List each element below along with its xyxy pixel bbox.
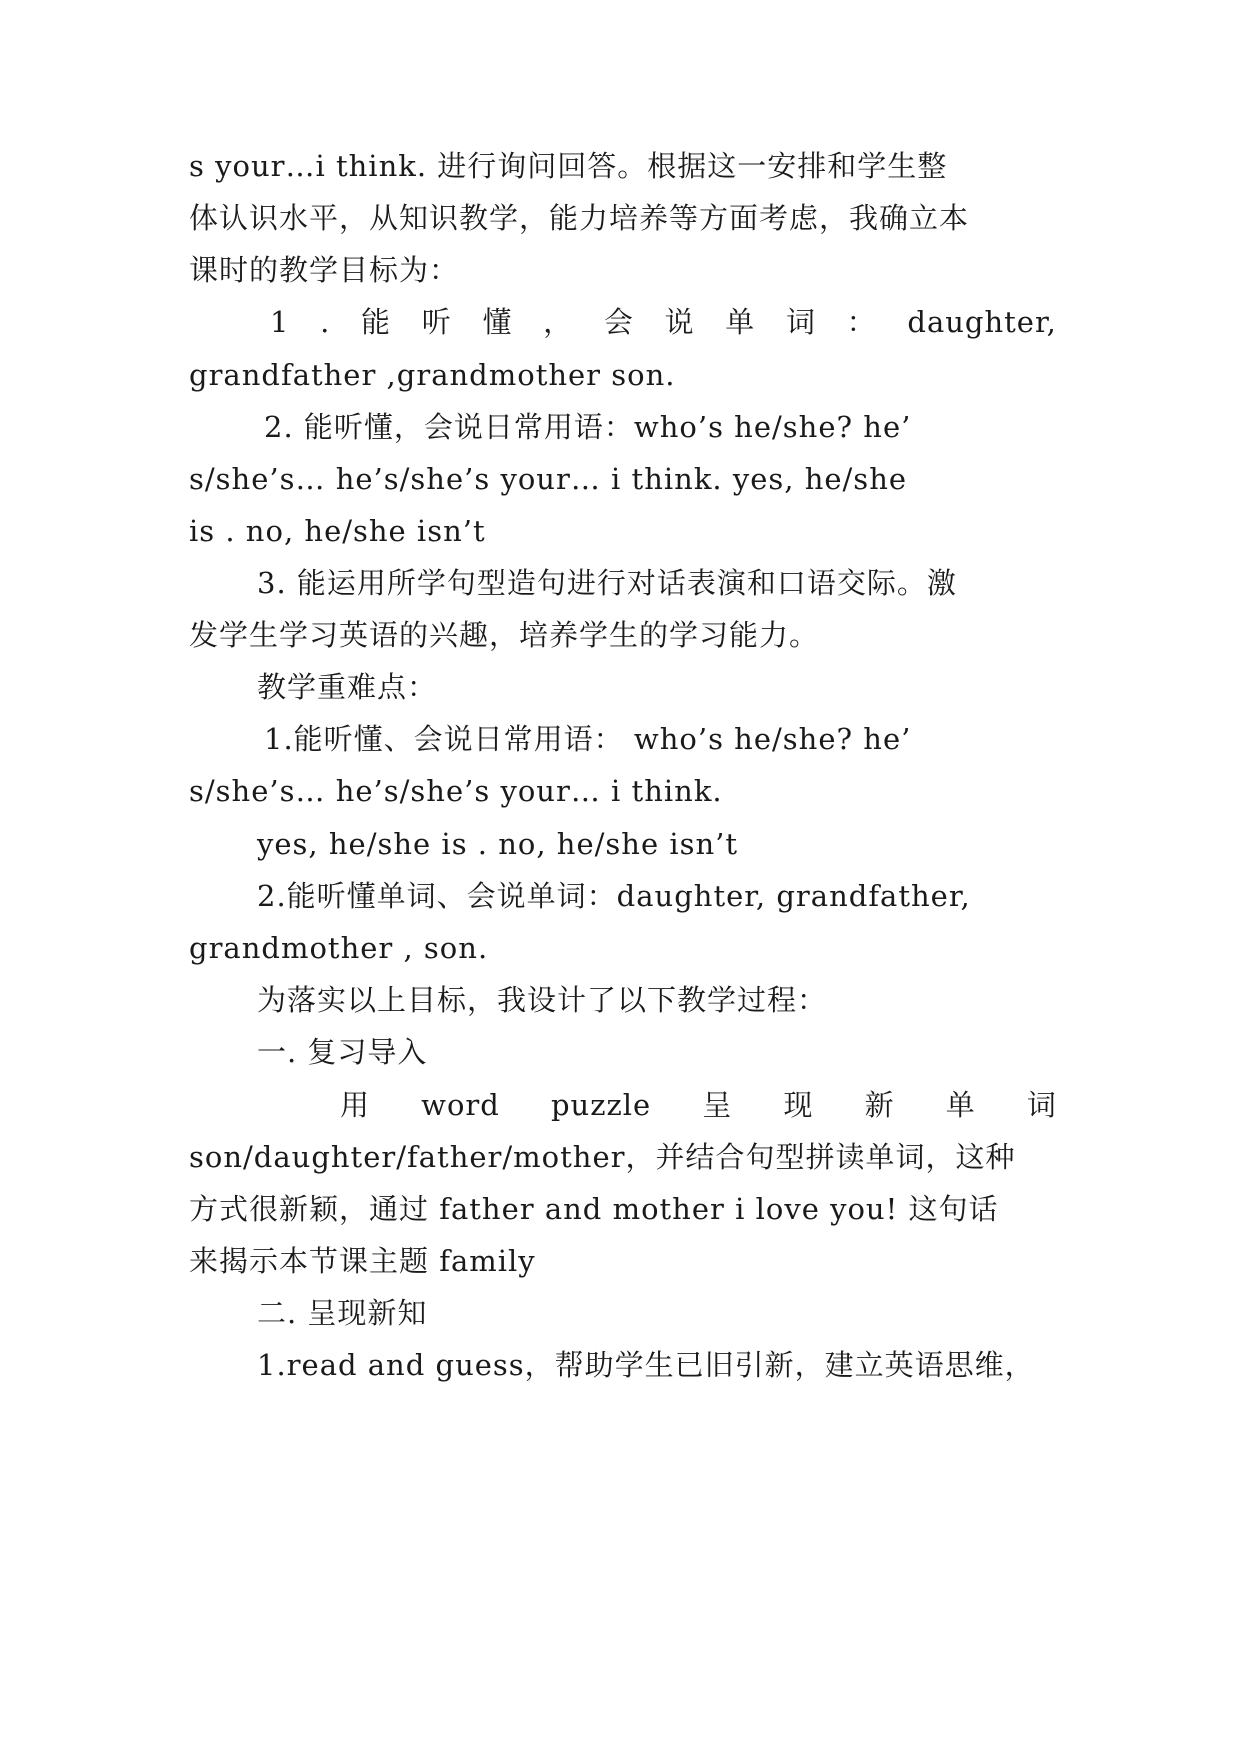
text-line: is . no, he/she isn’t <box>189 514 486 548</box>
goal-1-token: 懂 <box>482 305 513 339</box>
text-line: 2.能听懂单词、会说单词：daughter, grandfather, <box>257 879 971 913</box>
text-line: yes, he/she is . no, he/she isn’t <box>257 827 739 861</box>
text-line: 1.read and guess，帮助学生已旧引新，建立英语思维， <box>257 1348 1035 1382</box>
text-line: 体认识水平，从知识教学，能力培养等方面考虑，我确立本 <box>189 201 970 235</box>
section-heading: 教学重难点： <box>257 670 438 704</box>
goal-1-token: 词 <box>785 305 816 339</box>
goal-1-token: 1 <box>270 305 290 339</box>
text-line: 为落实以上目标，我设计了以下教学过程： <box>257 983 828 1017</box>
text-line: 来揭示本节课主题 family <box>189 1244 536 1278</box>
goal-1-token: 说 <box>664 305 695 339</box>
puzzle-token: 用 <box>340 1088 371 1122</box>
goal-1-token: ： <box>846 305 877 339</box>
text-line: 3. 能运用所学句型造句进行对话表演和口语交际。激 <box>257 566 957 600</box>
goal-1-line <box>270 302 1057 342</box>
goal-1-token: 听 <box>421 305 452 339</box>
text-line: 方式很新颖，通过 father and mother i love you! 这句话 <box>189 1192 999 1226</box>
puzzle-token: puzzle <box>550 1088 652 1122</box>
text-line: s/she’s… he’s/she’s your… i think. <box>189 774 723 808</box>
section-heading: 二. 呈现新知 <box>257 1296 428 1330</box>
text-line: grandfather ,grandmother son. <box>189 358 676 392</box>
puzzle-token: 新 <box>864 1088 895 1122</box>
goal-1-token: 能 <box>361 305 392 339</box>
text-line: 发学生学习英语的兴趣，培养学生的学习能力。 <box>189 618 820 652</box>
text-line: 2. 能听懂，会说日常用语：who’s he/she? he’ <box>264 410 912 444</box>
text-line: grandmother , son. <box>189 931 489 965</box>
section-heading: 一. 复习导入 <box>257 1035 428 1069</box>
goal-1-token: daughter, <box>907 305 1057 339</box>
goal-1-token: ， <box>543 305 574 339</box>
puzzle-token: 现 <box>783 1088 814 1122</box>
goal-1-token: . <box>320 305 331 339</box>
puzzle-token: 单 <box>945 1088 976 1122</box>
goal-1-token: 会 <box>603 305 634 339</box>
puzzle-line <box>340 1085 1057 1125</box>
puzzle-token: 词 <box>1026 1088 1057 1122</box>
text-line: son/daughter/father/mother，并结合句型拼读单词，这种 <box>189 1140 1016 1174</box>
goal-1-token: 单 <box>725 305 756 339</box>
text-line: 课时的教学目标为： <box>189 253 460 287</box>
text-line: 1.能听懂、会说日常用语： who’s he/she? he’ <box>264 722 912 756</box>
puzzle-token: 呈 <box>702 1088 733 1122</box>
text-line: s/she’s… he’s/she’s your… i think. yes, he/she <box>189 462 908 496</box>
puzzle-token: word <box>421 1088 500 1122</box>
text-line: s your…i think. 进行询问回答。根据这一安排和学生整 <box>189 149 948 183</box>
